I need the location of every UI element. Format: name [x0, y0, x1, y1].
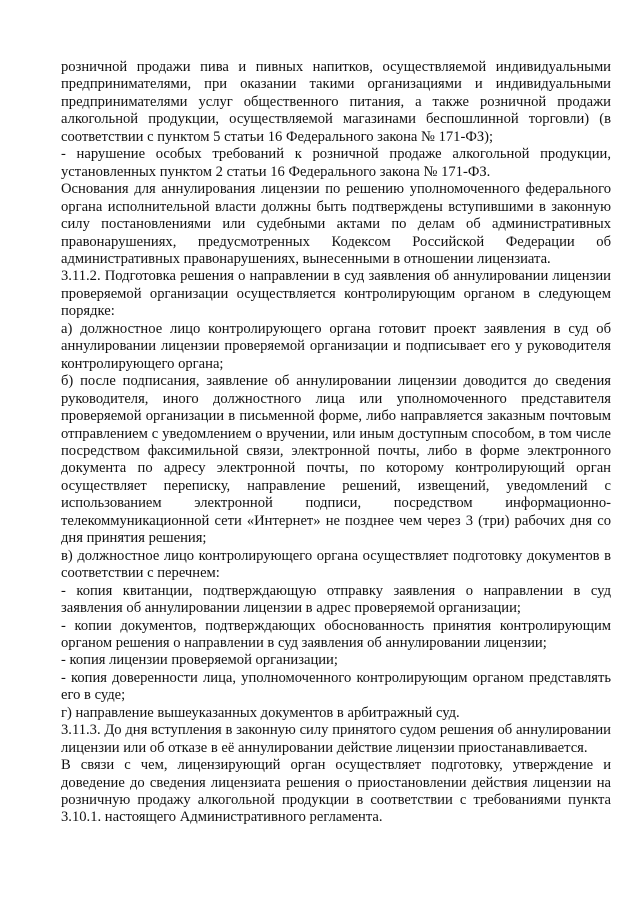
paragraph-bullet-documents-copies: - копии документов, подтверждающих обоснованность принятия контролирующим органом решения о направлении в суд заявления об аннулировании лицензии;	[61, 617, 611, 651]
paragraph-item-a: а) должностное лицо контролирующего органа готовит проект заявления в суд об аннулировании лицензии проверяемой организации и подписывает его у руководителя контролирующего органа;	[61, 320, 611, 372]
paragraph-section-3-11-2: 3.11.2. Подготовка решения о направлении в суд заявления об аннулировании лицензии проверяемой организации осуществляется контролирующим органом в следующем порядке:	[61, 268, 611, 320]
paragraph-item-g: г) направление вышеуказанных документов в арбитражный суд.	[61, 704, 460, 721]
paragraph-grounds-for-annulment: Основания для аннулирования лицензии по решению уполномоченного федерального органа исполнительной власти должны быть подтверждены вступившими в законную силу постановлениями или судебными актами по делам об административных правонарушениях, предусмотренных Кодексом Российской Федерации об административных правонарушениях, вынесенными в отношении лицензиата.	[61, 181, 611, 267]
paragraph-bullet-license-copy: - копия лицензии проверяемой организации;	[61, 652, 338, 669]
paragraph-section-3-11-3: 3.11.3. До дня вступления в законную силу принятого судом решения об аннулировании лицензии или об отказе в её аннулировании действие лицензии приостанавливается.	[61, 722, 611, 756]
document-page	[61, 59, 611, 827]
paragraph-continuation: розничной продажи пива и пивных напитков, осуществляемой индивидуальными предпринимателями, при оказании такими организациями и индивидуальными предпринимателями услуг общественного питания, а также розничной продажи алкогольной продукции, осуществляемой магазинами беспошлинной торговли) (в соответствии с пунктом 5 статьи 16 Федерального закона № 171-ФЗ);	[61, 59, 611, 145]
paragraph-suspension-decision: В связи с чем, лицензирующий орган осуществляет подготовку, утверждение и доведение до сведения лицензиата решения о приостановлении действия лицензии на розничную продажу алкогольной продукции в соответствии с требованиями пункта 3.10.1. настоящего Административного регламента.	[61, 757, 611, 826]
paragraph-bullet-receipt-copy: - копия квитанции, подтверждающую отправку заявления о направлении в суд заявления об аннулировании лицензии в адрес проверяемой организации;	[61, 582, 611, 617]
paragraph-item-b: б) после подписания, заявление об аннулировании лицензии доводится до сведения руководителя, иного должностного лица или уполномоченного представителя проверяемой организации в письменной форме, либо направляется заказным почтовым отправлением с уведомлением о вручении, или иным доступным способом, в том числе посредством факсимильной связи, электронной почты, либо в форме электронного документа по адресу электронной почты, по которому контролирующий орган осуществляет переписку, направление решений, извещений, уведомлений с использованием электронной подписи, посредством информационно-телекоммуникационной сети «Интернет» не позднее чем через 3 (три) рабочих дня со дня принятия решения;	[61, 373, 611, 547]
paragraph-bullet-special-requirements: - нарушение особых требований к розничной продаже алкогольной продукции, установленных пунктом 2 статьи 16 Федерального закона № 171-ФЗ.	[61, 146, 611, 180]
paragraph-item-v: в) должностное лицо контролирующего органа осуществляет подготовку документов в соответствии с перечнем:	[61, 547, 611, 582]
paragraph-bullet-power-of-attorney: - копия доверенности лица, уполномоченного контролирующим органом представлять его в суде;	[61, 669, 611, 704]
